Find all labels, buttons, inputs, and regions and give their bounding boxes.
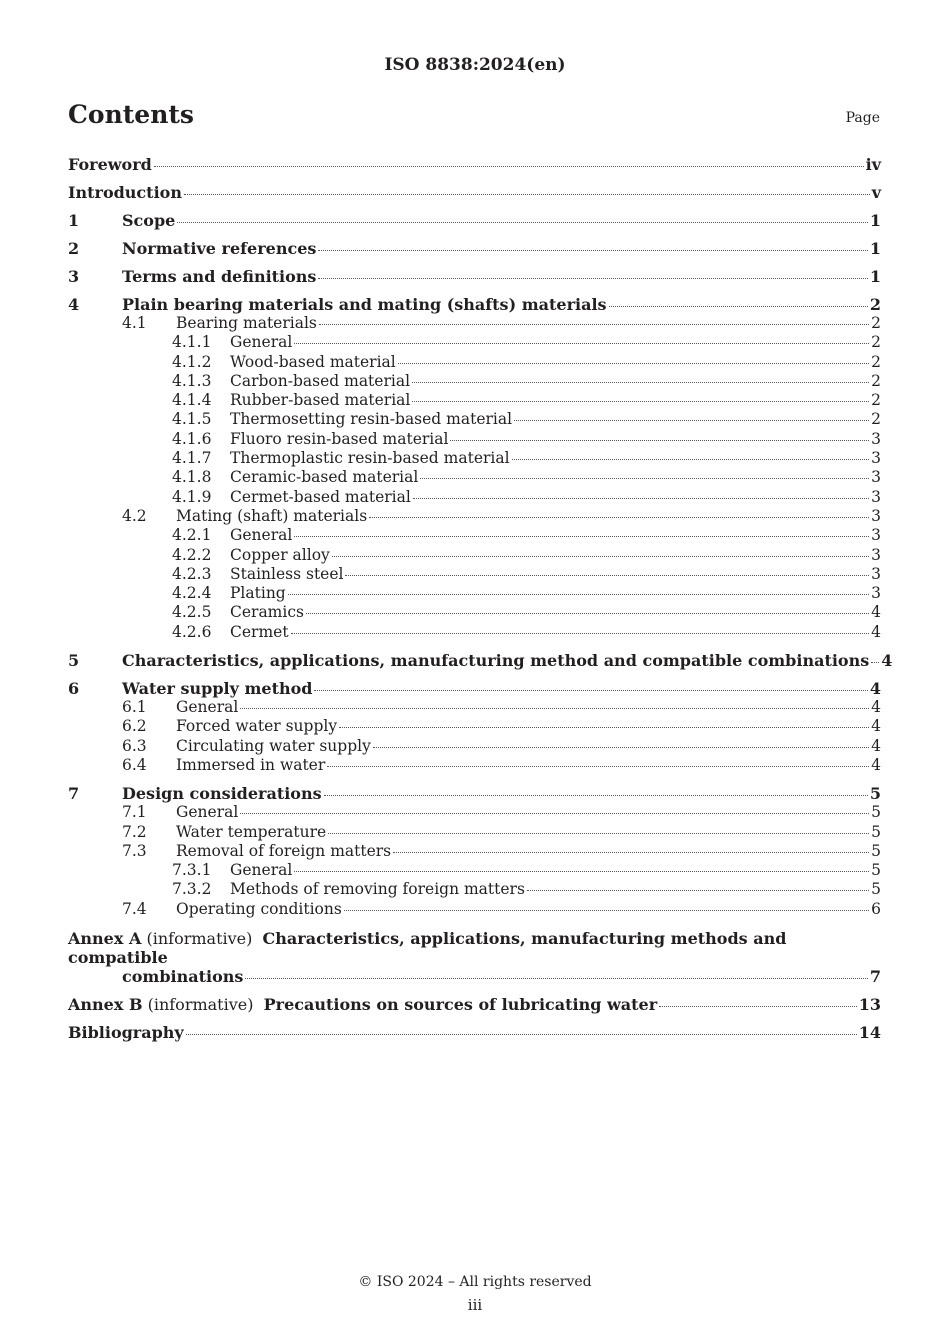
- toc-number: 7.2: [122, 822, 147, 841]
- toc-page: 3: [871, 449, 881, 468]
- toc-entry-4-2-6[interactable]: [68, 623, 881, 642]
- document-header: ISO 8838:2024(en): [384, 55, 566, 75]
- toc-title: Methods of removing foreign matters: [230, 880, 525, 899]
- toc-title: Plain bearing materials and mating (shafts) materials: [122, 295, 607, 314]
- toc-entry-annex-b[interactable]: [68, 996, 881, 1014]
- toc-title: Carbon-based material: [230, 371, 411, 390]
- annex-title: Characteristics, applications, manufacturing methods and compatible: [68, 929, 787, 968]
- toc-number: 4.2: [122, 506, 147, 525]
- toc-number: 4.1.3: [172, 371, 212, 390]
- toc-page: 3: [871, 429, 881, 448]
- dot-leader: [240, 813, 869, 814]
- dot-leader: [413, 498, 869, 499]
- toc-page: 5: [871, 841, 881, 860]
- toc-entry-7-3-1[interactable]: [68, 861, 881, 880]
- annex-title-continued: combinations: [122, 967, 244, 987]
- toc-title: Removal of foreign matters: [176, 841, 392, 860]
- toc-number: 7.3.2: [172, 880, 212, 899]
- dot-leader: [314, 690, 867, 691]
- toc-entry-7-3[interactable]: [68, 842, 881, 861]
- toc-title: Foreword: [68, 155, 152, 174]
- toc-number: 7.3.1: [172, 861, 212, 880]
- dot-leader: [345, 575, 869, 576]
- toc-title: General: [230, 333, 293, 352]
- toc-entry-6-3[interactable]: [68, 737, 881, 756]
- toc-number: 4.1.4: [172, 391, 212, 410]
- dot-leader: [294, 343, 869, 344]
- toc-title: Thermosetting resin-based material: [230, 410, 513, 429]
- toc-entry-4-2[interactable]: [68, 507, 881, 526]
- annex-informative: (informative): [146, 929, 253, 949]
- dot-leader: [186, 1034, 857, 1035]
- toc-entry-6-2[interactable]: [68, 717, 881, 736]
- toc-entry-7-2[interactable]: [68, 823, 881, 842]
- toc-entry-foreword[interactable]: [68, 156, 881, 174]
- dot-leader: [871, 662, 879, 663]
- dot-leader: [318, 278, 867, 279]
- toc-page: 4: [871, 622, 881, 641]
- toc-entry-4-1-9[interactable]: [68, 488, 881, 507]
- toc-entry-2[interactable]: [68, 240, 881, 258]
- toc-entry-6-1[interactable]: [68, 698, 881, 717]
- toc-number: 7.4: [122, 899, 147, 918]
- toc-entry-7[interactable]: [68, 785, 881, 803]
- toc-page: 4: [871, 736, 881, 755]
- toc-page: iv: [865, 155, 881, 174]
- toc-number: 6.1: [122, 698, 147, 717]
- toc-page: 3: [871, 468, 881, 487]
- annex-a-line1: [68, 929, 881, 967]
- dot-leader: [327, 766, 869, 767]
- dot-leader: [514, 420, 869, 421]
- toc-number: 2: [68, 239, 80, 258]
- table-of-contents: [68, 152, 893, 1043]
- toc-entry-4-1-5[interactable]: [68, 410, 881, 429]
- annex-informative: (informative): [147, 995, 254, 1015]
- toc-page: 3: [871, 584, 881, 603]
- dot-leader: [373, 747, 869, 748]
- page-column-label: Page: [845, 110, 880, 126]
- toc-title: Rubber-based material: [230, 391, 411, 410]
- dot-leader: [369, 517, 869, 518]
- toc-number: 7: [68, 784, 80, 804]
- toc-title: Copper alloy: [230, 545, 330, 564]
- toc-number: 1: [68, 211, 80, 230]
- dot-leader: [288, 594, 869, 595]
- dot-leader: [332, 556, 869, 557]
- toc-entry-6-4[interactable]: [68, 756, 881, 775]
- toc-page: 4: [881, 651, 893, 671]
- dot-leader: [319, 324, 869, 325]
- annex-title: Precautions on sources of lubricating water: [263, 995, 658, 1015]
- dot-leader: [398, 363, 869, 364]
- toc-entry-4-1-6[interactable]: [68, 430, 881, 449]
- toc-page: 4: [869, 679, 881, 699]
- toc-number: 6: [68, 679, 80, 699]
- toc-entry-4-1-3[interactable]: [68, 372, 881, 391]
- dot-leader: [245, 978, 867, 979]
- dot-leader: [294, 536, 869, 537]
- toc-page: 13: [858, 995, 881, 1015]
- toc-page: 5: [869, 784, 881, 804]
- toc-entry-introduction[interactable]: [68, 184, 881, 202]
- toc-entry-4-2-1[interactable]: [68, 526, 881, 545]
- toc-page: 3: [871, 506, 881, 525]
- dot-leader: [306, 613, 869, 614]
- toc-page: 2: [871, 333, 881, 352]
- dot-leader: [291, 633, 870, 634]
- annex-label: Annex A: [68, 929, 142, 949]
- toc-page: 2: [871, 410, 881, 429]
- toc-title: General: [176, 698, 239, 717]
- toc-entry-4-1-1[interactable]: [68, 333, 881, 352]
- toc-entry-7-4[interactable]: [68, 900, 881, 919]
- toc-page: 3: [871, 526, 881, 545]
- toc-page: 2: [869, 295, 881, 314]
- toc-title: Plating: [230, 584, 286, 603]
- toc-page: 5: [871, 803, 881, 822]
- toc-number: 4: [68, 295, 80, 314]
- toc-entry-4-1-4[interactable]: [68, 391, 881, 410]
- toc-page: 1: [869, 267, 881, 286]
- toc-number: 5: [68, 651, 80, 671]
- toc-number: 4.1: [122, 314, 147, 332]
- toc-number: 4.2.1: [172, 526, 212, 545]
- toc-entry-6[interactable]: [68, 680, 881, 698]
- toc-title: Wood-based material: [230, 352, 396, 371]
- toc-number: 6.4: [122, 755, 147, 774]
- toc-entry-annex-a[interactable]: [68, 929, 881, 986]
- toc-number: 7.1: [122, 803, 147, 822]
- toc-title: Bearing materials: [176, 314, 317, 332]
- toc-page: 4: [871, 755, 881, 774]
- toc-entry-bibliography[interactable]: [68, 1024, 881, 1042]
- toc-number: 7.3: [122, 841, 147, 860]
- toc-title: Introduction: [68, 183, 182, 202]
- dot-leader: [527, 890, 869, 891]
- toc-page: 2: [871, 391, 881, 410]
- toc-page: 1: [869, 239, 881, 258]
- toc-title: General: [230, 861, 293, 880]
- toc-title: Cermet: [230, 622, 289, 641]
- toc-entry-4[interactable]: [68, 296, 881, 314]
- toc-page: 14: [858, 1023, 881, 1043]
- toc-entry-4-1[interactable]: [68, 314, 881, 333]
- toc-title: Immersed in water: [176, 755, 326, 774]
- toc-number: 4.1.5: [172, 410, 212, 429]
- copyright-notice: © ISO 2024 – All rights reserved: [358, 1274, 592, 1290]
- toc-page: 5: [871, 822, 881, 841]
- toc-page: v: [871, 183, 881, 202]
- dot-leader: [412, 382, 869, 383]
- toc-title: Fluoro resin-based material: [230, 429, 449, 448]
- toc-page: 2: [871, 371, 881, 390]
- toc-title: Operating conditions: [176, 899, 342, 918]
- toc-page: 7: [869, 967, 881, 987]
- toc-page: 2: [871, 314, 881, 332]
- toc-entry-4-1-8[interactable]: [68, 468, 881, 487]
- dot-leader: [344, 910, 869, 911]
- toc-page: 3: [871, 564, 881, 583]
- toc-page: 5: [871, 880, 881, 899]
- toc-title: Characteristics, applications, manufacturing method and compatible combinations: [122, 651, 870, 671]
- toc-page: 4: [871, 698, 881, 717]
- toc-page: 6: [871, 899, 881, 918]
- toc-page: 3: [871, 487, 881, 506]
- dot-leader: [339, 727, 869, 728]
- toc-title: General: [230, 526, 293, 545]
- page-title: Contents: [68, 100, 195, 129]
- toc-number: 4.2.2: [172, 545, 212, 564]
- toc-page: 1: [869, 211, 881, 230]
- toc-number: 4.1.7: [172, 449, 212, 468]
- toc-title: Normative references: [122, 239, 317, 258]
- dot-leader: [328, 833, 869, 834]
- toc-page: 5: [871, 861, 881, 880]
- annex-a-line2: [68, 967, 881, 986]
- toc-title: Circulating water supply: [176, 736, 371, 755]
- toc-number: 4.1.9: [172, 487, 212, 506]
- toc-entry-4-2-2[interactable]: [68, 546, 881, 565]
- dot-leader: [177, 222, 868, 223]
- page-number: iii: [467, 1296, 483, 1314]
- toc-title: Scope: [122, 211, 176, 230]
- toc-number: 3: [68, 267, 80, 286]
- toc-page: 4: [871, 717, 881, 736]
- toc-number: 4.2.3: [172, 564, 212, 583]
- toc-title: Ceramic-based material: [230, 468, 419, 487]
- toc-title: Forced water supply: [176, 717, 338, 736]
- dot-leader: [184, 194, 870, 195]
- toc-entry-4-1-7[interactable]: [68, 449, 881, 468]
- toc-title: Stainless steel: [230, 564, 344, 583]
- toc-entry-4-2-5[interactable]: [68, 603, 881, 622]
- toc-entry-3[interactable]: [68, 268, 881, 286]
- dot-leader: [512, 459, 870, 460]
- toc-number: 4.2.6: [172, 622, 212, 641]
- toc-number: 6.2: [122, 717, 147, 736]
- dot-leader: [324, 795, 868, 796]
- toc-number: 4.1.2: [172, 352, 212, 371]
- dot-leader: [393, 852, 869, 853]
- toc-title: Thermoplastic resin-based material: [230, 449, 510, 468]
- toc-page: 3: [871, 545, 881, 564]
- toc-entry-7-1[interactable]: [68, 803, 881, 822]
- dot-leader: [318, 250, 867, 251]
- toc-title: Cermet-based material: [230, 487, 411, 506]
- annex-label: Annex B: [68, 995, 143, 1015]
- toc-entry-4-1-2[interactable]: [68, 353, 881, 372]
- toc-title: Ceramics: [230, 603, 304, 622]
- dot-leader: [659, 1006, 857, 1007]
- toc-entry-4-2-3[interactable]: [68, 565, 881, 584]
- toc-number: 4.2.5: [172, 603, 212, 622]
- toc-number: 4.1.1: [172, 333, 212, 352]
- toc-title: Water temperature: [176, 822, 327, 841]
- dot-leader: [154, 166, 864, 167]
- toc-title: Bibliography: [68, 1023, 184, 1043]
- toc-number: 4.1.6: [172, 429, 212, 448]
- toc-entry-5[interactable]: [68, 651, 893, 671]
- dot-leader: [294, 871, 869, 872]
- dot-leader: [450, 440, 869, 441]
- toc-entry-4-2-4[interactable]: [68, 584, 881, 603]
- toc-number: 6.3: [122, 736, 147, 755]
- toc-number: 4.1.8: [172, 468, 212, 487]
- dot-leader: [240, 708, 869, 709]
- toc-title: General: [176, 803, 239, 822]
- dot-leader: [412, 401, 869, 402]
- toc-number: 4.2.4: [172, 584, 212, 603]
- toc-title: Design considerations: [122, 784, 322, 804]
- toc-entry-7-3-2[interactable]: [68, 880, 881, 899]
- toc-page: 4: [871, 603, 881, 622]
- dot-leader: [420, 478, 869, 479]
- toc-title: Terms and definitions: [122, 267, 317, 286]
- dot-leader: [609, 306, 868, 307]
- toc-entry-1[interactable]: [68, 212, 881, 230]
- toc-page: 2: [871, 352, 881, 371]
- toc-title: Mating (shaft) materials: [176, 506, 368, 525]
- toc-title: Water supply method: [122, 679, 313, 699]
